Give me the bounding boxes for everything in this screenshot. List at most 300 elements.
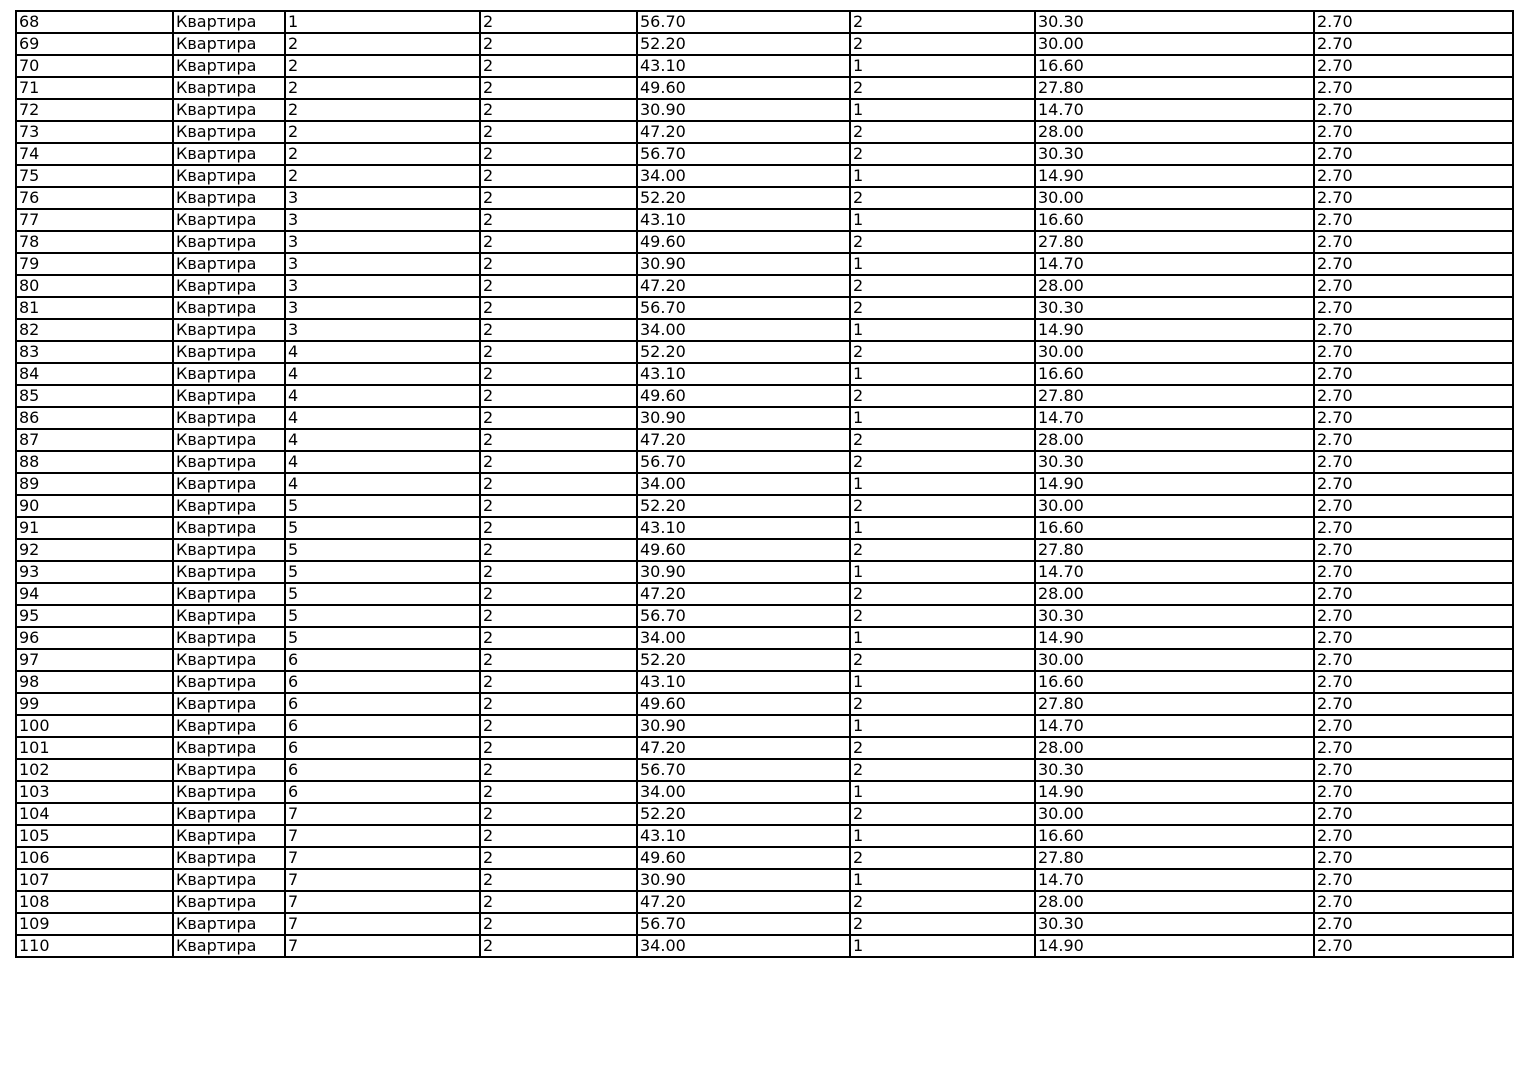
floor-cell: 3 — [285, 297, 480, 319]
apartment-number-cell: 69 — [16, 33, 173, 55]
table-row — [16, 605, 1513, 627]
living-area-cell: 30.30 — [1035, 11, 1314, 33]
total-area-cell: 49.60 — [637, 77, 850, 99]
rooms-count-cell: 1 — [850, 561, 1035, 583]
floor-cell: 6 — [285, 671, 480, 693]
apartment-number-cell: 89 — [16, 473, 173, 495]
floor-cell: 6 — [285, 715, 480, 737]
table-row — [16, 737, 1513, 759]
living-area-cell: 14.90 — [1035, 473, 1314, 495]
total-area-cell: 30.90 — [637, 99, 850, 121]
floor-cell: 5 — [285, 561, 480, 583]
apartment-number-cell: 80 — [16, 275, 173, 297]
section-cell: 2 — [480, 935, 637, 957]
floor-cell: 5 — [285, 539, 480, 561]
apartment-number-cell: 86 — [16, 407, 173, 429]
living-area-cell: 14.70 — [1035, 561, 1314, 583]
table-row — [16, 11, 1513, 33]
section-cell: 2 — [480, 627, 637, 649]
object-type-cell: Квартира — [173, 77, 285, 99]
apartment-number-cell: 96 — [16, 627, 173, 649]
ceiling-height-cell: 2.70 — [1314, 671, 1513, 693]
rooms-count-cell: 1 — [850, 517, 1035, 539]
object-type-cell: Квартира — [173, 473, 285, 495]
ceiling-height-cell: 2.70 — [1314, 737, 1513, 759]
table-row — [16, 935, 1513, 957]
section-cell: 2 — [480, 77, 637, 99]
ceiling-height-cell: 2.70 — [1314, 495, 1513, 517]
section-cell: 2 — [480, 297, 637, 319]
living-area-cell: 27.80 — [1035, 231, 1314, 253]
rooms-count-cell: 1 — [850, 869, 1035, 891]
section-cell: 2 — [480, 407, 637, 429]
object-type-cell: Квартира — [173, 539, 285, 561]
living-area-cell: 16.60 — [1035, 671, 1314, 693]
rooms-count-cell: 1 — [850, 473, 1035, 495]
section-cell: 2 — [480, 385, 637, 407]
rooms-count-cell: 1 — [850, 781, 1035, 803]
total-area-cell: 49.60 — [637, 693, 850, 715]
total-area-cell: 47.20 — [637, 737, 850, 759]
living-area-cell: 30.30 — [1035, 143, 1314, 165]
total-area-cell: 43.10 — [637, 209, 850, 231]
living-area-cell: 30.00 — [1035, 341, 1314, 363]
living-area-cell: 27.80 — [1035, 693, 1314, 715]
ceiling-height-cell: 2.70 — [1314, 869, 1513, 891]
object-type-cell: Квартира — [173, 693, 285, 715]
section-cell: 2 — [480, 561, 637, 583]
total-area-cell: 43.10 — [637, 55, 850, 77]
living-area-cell: 16.60 — [1035, 55, 1314, 77]
floor-cell: 7 — [285, 869, 480, 891]
object-type-cell: Квартира — [173, 825, 285, 847]
object-type-cell: Квартира — [173, 561, 285, 583]
object-type-cell: Квартира — [173, 209, 285, 231]
total-area-cell: 52.20 — [637, 187, 850, 209]
rooms-count-cell: 2 — [850, 11, 1035, 33]
section-cell: 2 — [480, 99, 637, 121]
table-row — [16, 253, 1513, 275]
rooms-count-cell: 1 — [850, 99, 1035, 121]
object-type-cell: Квартира — [173, 913, 285, 935]
apartment-number-cell: 85 — [16, 385, 173, 407]
table-row — [16, 913, 1513, 935]
ceiling-height-cell: 2.70 — [1314, 539, 1513, 561]
section-cell: 2 — [480, 165, 637, 187]
section-cell: 2 — [480, 649, 637, 671]
ceiling-height-cell: 2.70 — [1314, 33, 1513, 55]
object-type-cell: Квартира — [173, 187, 285, 209]
floor-cell: 4 — [285, 451, 480, 473]
section-cell: 2 — [480, 451, 637, 473]
total-area-cell: 49.60 — [637, 539, 850, 561]
apartment-number-cell: 71 — [16, 77, 173, 99]
apartment-number-cell: 73 — [16, 121, 173, 143]
section-cell: 2 — [480, 429, 637, 451]
living-area-cell: 14.90 — [1035, 319, 1314, 341]
object-type-cell: Квартира — [173, 891, 285, 913]
rooms-count-cell: 2 — [850, 737, 1035, 759]
table-row — [16, 715, 1513, 737]
table-row — [16, 99, 1513, 121]
table-row — [16, 781, 1513, 803]
apartment-number-cell: 91 — [16, 517, 173, 539]
section-cell: 2 — [480, 121, 637, 143]
living-area-cell: 14.90 — [1035, 627, 1314, 649]
floor-cell: 4 — [285, 385, 480, 407]
rooms-count-cell: 1 — [850, 253, 1035, 275]
section-cell: 2 — [480, 869, 637, 891]
apartment-number-cell: 109 — [16, 913, 173, 935]
living-area-cell: 14.90 — [1035, 935, 1314, 957]
total-area-cell: 43.10 — [637, 671, 850, 693]
ceiling-height-cell: 2.70 — [1314, 187, 1513, 209]
living-area-cell: 27.80 — [1035, 385, 1314, 407]
section-cell: 2 — [480, 737, 637, 759]
rooms-count-cell: 2 — [850, 649, 1035, 671]
table-row — [16, 451, 1513, 473]
rooms-count-cell: 1 — [850, 671, 1035, 693]
ceiling-height-cell: 2.70 — [1314, 693, 1513, 715]
object-type-cell: Квартира — [173, 517, 285, 539]
living-area-cell: 28.00 — [1035, 121, 1314, 143]
floor-cell: 3 — [285, 319, 480, 341]
apartment-number-cell: 110 — [16, 935, 173, 957]
apartment-number-cell: 100 — [16, 715, 173, 737]
object-type-cell: Квартира — [173, 847, 285, 869]
object-type-cell: Квартира — [173, 253, 285, 275]
section-cell: 2 — [480, 319, 637, 341]
total-area-cell: 34.00 — [637, 473, 850, 495]
total-area-cell: 30.90 — [637, 869, 850, 891]
table-row — [16, 429, 1513, 451]
table-row — [16, 363, 1513, 385]
apartment-number-cell: 94 — [16, 583, 173, 605]
ceiling-height-cell: 2.70 — [1314, 143, 1513, 165]
floor-cell: 5 — [285, 517, 480, 539]
object-type-cell: Квартира — [173, 605, 285, 627]
floor-cell: 5 — [285, 495, 480, 517]
table-row — [16, 209, 1513, 231]
table-row — [16, 561, 1513, 583]
floor-cell: 1 — [285, 11, 480, 33]
object-type-cell: Квартира — [173, 297, 285, 319]
section-cell: 2 — [480, 913, 637, 935]
total-area-cell: 34.00 — [637, 319, 850, 341]
object-type-cell: Квартира — [173, 429, 285, 451]
object-type-cell: Квартира — [173, 869, 285, 891]
total-area-cell: 43.10 — [637, 363, 850, 385]
ceiling-height-cell: 2.70 — [1314, 803, 1513, 825]
floor-cell: 4 — [285, 429, 480, 451]
ceiling-height-cell: 2.70 — [1314, 715, 1513, 737]
floor-cell: 7 — [285, 935, 480, 957]
ceiling-height-cell: 2.70 — [1314, 649, 1513, 671]
total-area-cell: 49.60 — [637, 231, 850, 253]
object-type-cell: Квартира — [173, 737, 285, 759]
section-cell: 2 — [480, 55, 637, 77]
ceiling-height-cell: 2.70 — [1314, 121, 1513, 143]
rooms-count-cell: 2 — [850, 297, 1035, 319]
table-row — [16, 121, 1513, 143]
table-row — [16, 649, 1513, 671]
floor-cell: 2 — [285, 55, 480, 77]
section-cell: 2 — [480, 33, 637, 55]
living-area-cell: 27.80 — [1035, 847, 1314, 869]
living-area-cell: 30.00 — [1035, 803, 1314, 825]
living-area-cell: 30.00 — [1035, 495, 1314, 517]
floor-cell: 7 — [285, 803, 480, 825]
total-area-cell: 56.70 — [637, 11, 850, 33]
table-row — [16, 319, 1513, 341]
living-area-cell: 28.00 — [1035, 737, 1314, 759]
apartment-number-cell: 74 — [16, 143, 173, 165]
ceiling-height-cell: 2.70 — [1314, 253, 1513, 275]
section-cell: 2 — [480, 341, 637, 363]
total-area-cell: 47.20 — [637, 275, 850, 297]
ceiling-height-cell: 2.70 — [1314, 319, 1513, 341]
floor-cell: 2 — [285, 165, 480, 187]
ceiling-height-cell: 2.70 — [1314, 825, 1513, 847]
rooms-count-cell: 1 — [850, 627, 1035, 649]
living-area-cell: 16.60 — [1035, 363, 1314, 385]
apartment-number-cell: 105 — [16, 825, 173, 847]
floor-cell: 2 — [285, 77, 480, 99]
table-row — [16, 671, 1513, 693]
section-cell: 2 — [480, 517, 637, 539]
living-area-cell: 16.60 — [1035, 209, 1314, 231]
floor-cell: 2 — [285, 121, 480, 143]
floor-cell: 3 — [285, 231, 480, 253]
section-cell: 2 — [480, 759, 637, 781]
total-area-cell: 30.90 — [637, 715, 850, 737]
living-area-cell: 14.70 — [1035, 869, 1314, 891]
object-type-cell: Квартира — [173, 231, 285, 253]
total-area-cell: 47.20 — [637, 583, 850, 605]
living-area-cell: 30.00 — [1035, 187, 1314, 209]
ceiling-height-cell: 2.70 — [1314, 583, 1513, 605]
object-type-cell: Квартира — [173, 583, 285, 605]
rooms-count-cell: 2 — [850, 429, 1035, 451]
floor-cell: 2 — [285, 143, 480, 165]
apartment-number-cell: 99 — [16, 693, 173, 715]
living-area-cell: 14.90 — [1035, 781, 1314, 803]
section-cell: 2 — [480, 803, 637, 825]
floor-cell: 5 — [285, 605, 480, 627]
ceiling-height-cell: 2.70 — [1314, 275, 1513, 297]
floor-cell: 7 — [285, 825, 480, 847]
rooms-count-cell: 1 — [850, 319, 1035, 341]
floor-cell: 6 — [285, 759, 480, 781]
object-type-cell: Квартира — [173, 99, 285, 121]
rooms-count-cell: 1 — [850, 363, 1035, 385]
total-area-cell: 34.00 — [637, 165, 850, 187]
floor-cell: 2 — [285, 33, 480, 55]
table-row — [16, 165, 1513, 187]
living-area-cell: 30.30 — [1035, 759, 1314, 781]
table-row — [16, 473, 1513, 495]
floor-cell: 6 — [285, 649, 480, 671]
floor-cell: 7 — [285, 891, 480, 913]
living-area-cell: 14.90 — [1035, 165, 1314, 187]
table-row — [16, 583, 1513, 605]
rooms-count-cell: 2 — [850, 33, 1035, 55]
section-cell: 2 — [480, 605, 637, 627]
rooms-count-cell: 1 — [850, 825, 1035, 847]
apartment-number-cell: 78 — [16, 231, 173, 253]
object-type-cell: Квартира — [173, 671, 285, 693]
section-cell: 2 — [480, 11, 637, 33]
ceiling-height-cell: 2.70 — [1314, 759, 1513, 781]
rooms-count-cell: 1 — [850, 55, 1035, 77]
rooms-count-cell: 2 — [850, 913, 1035, 935]
object-type-cell: Квартира — [173, 495, 285, 517]
floor-cell: 6 — [285, 693, 480, 715]
object-type-cell: Квартира — [173, 385, 285, 407]
ceiling-height-cell: 2.70 — [1314, 451, 1513, 473]
table-row — [16, 759, 1513, 781]
living-area-cell: 30.30 — [1035, 297, 1314, 319]
rooms-count-cell: 1 — [850, 715, 1035, 737]
table-row — [16, 539, 1513, 561]
object-type-cell: Квартира — [173, 55, 285, 77]
object-type-cell: Квартира — [173, 363, 285, 385]
rooms-count-cell: 2 — [850, 759, 1035, 781]
ceiling-height-cell: 2.70 — [1314, 385, 1513, 407]
section-cell: 2 — [480, 495, 637, 517]
table-row — [16, 187, 1513, 209]
floor-cell: 4 — [285, 407, 480, 429]
rooms-count-cell: 2 — [850, 385, 1035, 407]
apartment-number-cell: 102 — [16, 759, 173, 781]
floor-cell: 3 — [285, 209, 480, 231]
ceiling-height-cell: 2.70 — [1314, 429, 1513, 451]
table-row — [16, 77, 1513, 99]
ceiling-height-cell: 2.70 — [1314, 517, 1513, 539]
ceiling-height-cell: 2.70 — [1314, 99, 1513, 121]
apartment-number-cell: 106 — [16, 847, 173, 869]
ceiling-height-cell: 2.70 — [1314, 341, 1513, 363]
total-area-cell: 30.90 — [637, 253, 850, 275]
rooms-count-cell: 2 — [850, 451, 1035, 473]
object-type-cell: Квартира — [173, 715, 285, 737]
total-area-cell: 47.20 — [637, 429, 850, 451]
apartment-number-cell: 95 — [16, 605, 173, 627]
rooms-count-cell: 2 — [850, 495, 1035, 517]
living-area-cell: 28.00 — [1035, 891, 1314, 913]
total-area-cell: 47.20 — [637, 891, 850, 913]
ceiling-height-cell: 2.70 — [1314, 407, 1513, 429]
rooms-count-cell: 1 — [850, 407, 1035, 429]
apartment-number-cell: 82 — [16, 319, 173, 341]
table-row — [16, 143, 1513, 165]
section-cell: 2 — [480, 363, 637, 385]
apartment-number-cell: 92 — [16, 539, 173, 561]
living-area-cell: 14.70 — [1035, 253, 1314, 275]
apartment-number-cell: 87 — [16, 429, 173, 451]
rooms-count-cell: 2 — [850, 847, 1035, 869]
object-type-cell: Квартира — [173, 451, 285, 473]
section-cell: 2 — [480, 583, 637, 605]
living-area-cell: 27.80 — [1035, 539, 1314, 561]
floor-cell: 7 — [285, 913, 480, 935]
ceiling-height-cell: 2.70 — [1314, 847, 1513, 869]
object-type-cell: Квартира — [173, 319, 285, 341]
floor-cell: 6 — [285, 781, 480, 803]
rooms-count-cell: 2 — [850, 891, 1035, 913]
table-body — [16, 11, 1513, 957]
object-type-cell: Квартира — [173, 11, 285, 33]
table-row — [16, 385, 1513, 407]
object-type-cell: Квартира — [173, 759, 285, 781]
apartment-number-cell: 75 — [16, 165, 173, 187]
table-row — [16, 55, 1513, 77]
ceiling-height-cell: 2.70 — [1314, 165, 1513, 187]
total-area-cell: 52.20 — [637, 495, 850, 517]
total-area-cell: 52.20 — [637, 33, 850, 55]
living-area-cell: 28.00 — [1035, 583, 1314, 605]
document-page — [15, 10, 1514, 958]
apartment-number-cell: 104 — [16, 803, 173, 825]
object-type-cell: Квартира — [173, 341, 285, 363]
object-type-cell: Квартира — [173, 781, 285, 803]
rooms-count-cell: 2 — [850, 605, 1035, 627]
rooms-count-cell: 2 — [850, 231, 1035, 253]
section-cell: 2 — [480, 473, 637, 495]
rooms-count-cell: 2 — [850, 77, 1035, 99]
section-cell: 2 — [480, 187, 637, 209]
apartment-number-cell: 108 — [16, 891, 173, 913]
ceiling-height-cell: 2.70 — [1314, 77, 1513, 99]
ceiling-height-cell: 2.70 — [1314, 913, 1513, 935]
total-area-cell: 56.70 — [637, 451, 850, 473]
section-cell: 2 — [480, 847, 637, 869]
ceiling-height-cell: 2.70 — [1314, 561, 1513, 583]
object-type-cell: Квартира — [173, 935, 285, 957]
living-area-cell: 30.30 — [1035, 451, 1314, 473]
table-row — [16, 341, 1513, 363]
floor-cell: 5 — [285, 583, 480, 605]
object-type-cell: Квартира — [173, 407, 285, 429]
section-cell: 2 — [480, 209, 637, 231]
total-area-cell: 52.20 — [637, 649, 850, 671]
apartment-number-cell: 79 — [16, 253, 173, 275]
object-type-cell: Квартира — [173, 121, 285, 143]
floor-cell: 5 — [285, 627, 480, 649]
floor-cell: 3 — [285, 275, 480, 297]
living-area-cell: 30.00 — [1035, 33, 1314, 55]
section-cell: 2 — [480, 825, 637, 847]
rooms-count-cell: 2 — [850, 583, 1035, 605]
apartment-number-cell: 93 — [16, 561, 173, 583]
total-area-cell: 30.90 — [637, 561, 850, 583]
rooms-count-cell: 2 — [850, 143, 1035, 165]
total-area-cell: 34.00 — [637, 627, 850, 649]
rooms-count-cell: 2 — [850, 121, 1035, 143]
table-row — [16, 495, 1513, 517]
floor-cell: 4 — [285, 363, 480, 385]
table-row — [16, 33, 1513, 55]
section-cell: 2 — [480, 275, 637, 297]
apartment-table — [15, 10, 1514, 958]
apartment-number-cell: 81 — [16, 297, 173, 319]
apartment-number-cell: 98 — [16, 671, 173, 693]
apartment-number-cell: 68 — [16, 11, 173, 33]
section-cell: 2 — [480, 693, 637, 715]
floor-cell: 7 — [285, 847, 480, 869]
rooms-count-cell: 2 — [850, 275, 1035, 297]
total-area-cell: 49.60 — [637, 847, 850, 869]
